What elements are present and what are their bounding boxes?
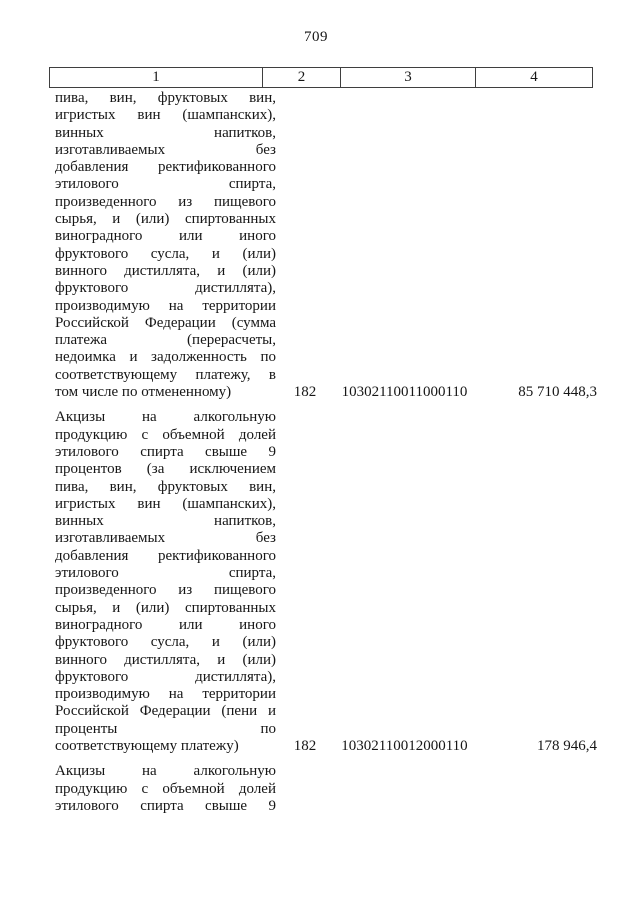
description-line: фруктового дистиллята), <box>55 280 276 297</box>
description-line: этилового спирта, <box>55 176 276 193</box>
description-line: произведенного из пищевого <box>55 582 276 599</box>
description-line: игристых вин (шампанских), <box>55 495 276 512</box>
description-line: винных напитков, <box>55 124 276 141</box>
table-row <box>50 409 597 755</box>
description-line: виноградного или иного <box>55 616 276 633</box>
description-line: изготавливаемых без <box>55 530 276 547</box>
description-line: том числе по отмененному) <box>55 384 232 401</box>
description-line: этилового спирта свыше 9 <box>55 443 276 460</box>
admin-code: 182 <box>293 384 317 401</box>
description-line: Акцизы на алкогольную <box>55 763 276 780</box>
table-header-col-3: 3 <box>340 68 475 87</box>
description-line: продукцию с объемной долей <box>55 780 276 797</box>
description-line: добавления ректификованного <box>55 159 276 176</box>
admin-code: 182 <box>293 737 317 754</box>
description-line: соответствующему платежу, в <box>55 366 276 383</box>
amount: 178 946,4 <box>537 737 597 754</box>
description-line: произведенного из пищевого <box>55 193 276 210</box>
row-description <box>50 763 276 815</box>
description-line: платежа (перерасчеты, <box>55 332 276 349</box>
description-line: сырья, и (или) спиртованных <box>55 211 276 228</box>
table-row <box>50 763 592 815</box>
description-line: винных напитков, <box>55 513 276 530</box>
description-line: продукцию с объемной долей <box>55 426 276 443</box>
description-line: добавления ректификованного <box>55 547 276 564</box>
budget-classification-code: 10302110011000110 <box>341 384 468 401</box>
page-number: 709 <box>304 29 328 45</box>
description-line: сырья, и (или) спиртованных <box>55 599 276 616</box>
table-header-col-2: 2 <box>262 68 340 87</box>
table-header-col-4: 4 <box>475 68 592 87</box>
description-line: фруктового сусла, и (или) <box>55 634 276 651</box>
table-row <box>50 90 597 401</box>
description-line: винного дистиллята, и (или) <box>55 651 276 668</box>
description-line: фруктового сусла, и (или) <box>55 245 276 262</box>
description-line: процентов (за исключением <box>55 461 276 478</box>
row-description <box>50 90 276 401</box>
description-line: Российской Федерации (пени и <box>55 703 276 720</box>
description-line: винного дистиллята, и (или) <box>55 262 276 279</box>
description-line: фруктового дистиллята), <box>55 668 276 685</box>
table-header-col-1: 1 <box>152 69 160 85</box>
row-description <box>50 409 276 755</box>
table-header <box>49 67 593 88</box>
description-line: виноградного или иного <box>55 228 276 245</box>
description-line: пива, вин, фруктовых вин, <box>55 478 276 495</box>
description-line: соответствующему платежу) <box>55 737 239 754</box>
description-line: недоимка и задолженность по <box>55 349 276 366</box>
amount: 85 710 448,3 <box>518 384 597 401</box>
description-line: изготавливаемых без <box>55 141 276 158</box>
description-line: производимую на территории <box>55 686 276 703</box>
table-body <box>50 90 597 823</box>
description-line: производимую на территории <box>55 297 276 314</box>
description-line: Российской Федерации (сумма <box>55 314 276 331</box>
description-line: пива, вин, фруктовых вин, <box>55 90 276 106</box>
description-line: игристых вин (шампанских), <box>55 107 276 124</box>
description-line: Акцизы на алкогольную <box>55 409 276 426</box>
description-line: этилового спирта, <box>55 565 276 582</box>
description-line: этилового спирта свыше 9 <box>55 797 276 814</box>
budget-classification-code: 10302110012000110 <box>341 737 468 754</box>
description-line: проценты по <box>55 720 276 737</box>
